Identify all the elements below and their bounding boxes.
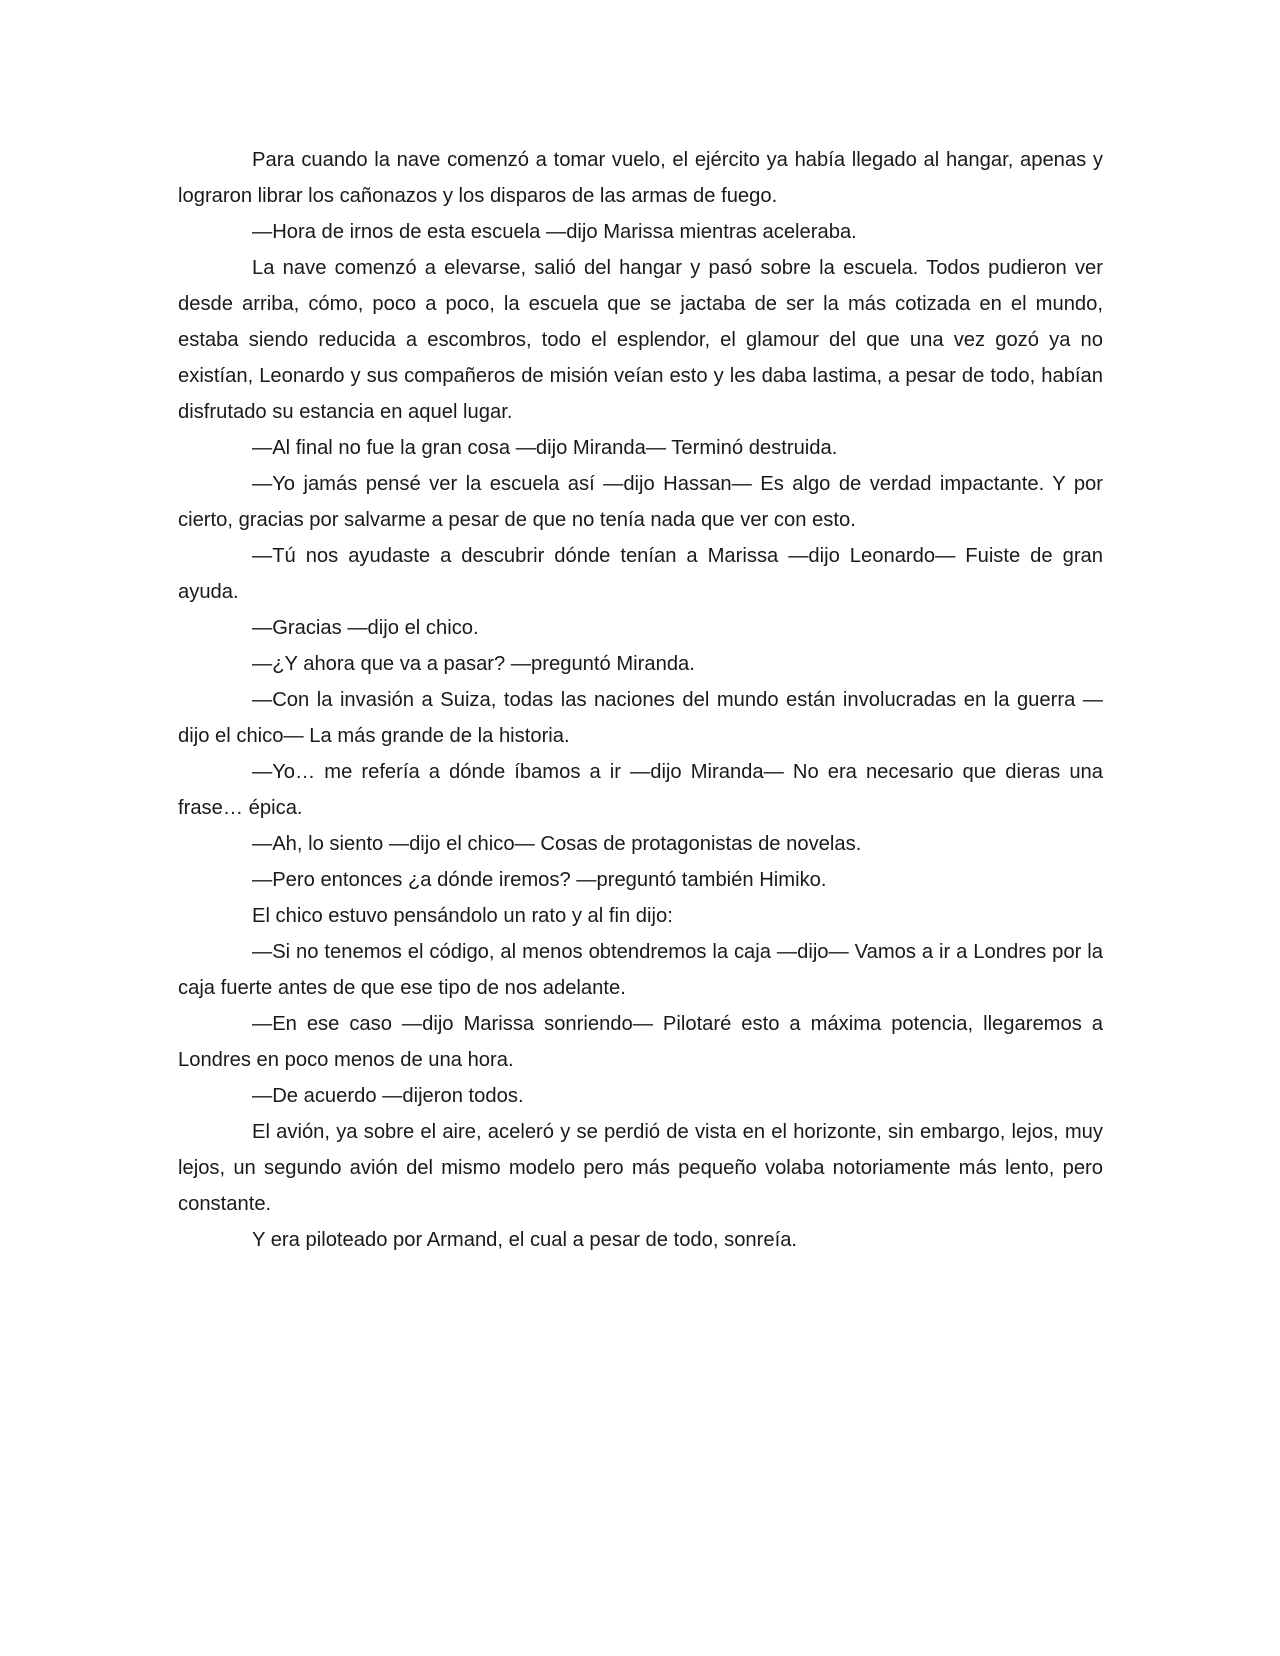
document-page (178, 142, 1103, 1258)
paragraph: —¿Y ahora que va a pasar? —preguntó Miranda. (252, 653, 695, 675)
paragraph: —Pero entonces ¿a dónde iremos? —preguntó también Himiko. (252, 869, 827, 891)
paragraph: —Gracias —dijo el chico. (252, 617, 479, 639)
paragraph: —En ese caso —dijo Marissa sonriendo— Pilotaré esto a máxima potencia, llegaremos a Londres en poco menos de una hora. (178, 1013, 1103, 1071)
paragraph: La nave comenzó a elevarse, salió del hangar y pasó sobre la escuela. Todos pudieron ver desde arriba, cómo, poco a poco, la escuela que se jactaba de ser la más cotizada en el mundo, estaba siendo reducida a escombros, todo el esplendor, el glamour del que una vez gozó ya no existían, Leonardo y sus compañeros de misión veían esto y les daba lastima, a pesar de todo, habían disfrutado su estancia en aquel lugar. (178, 257, 1103, 423)
paragraph: El avión, ya sobre el aire, aceleró y se perdió de vista en el horizonte, sin embargo, lejos, muy lejos, un segundo avión del mismo modelo pero más pequeño volaba notoriamente más lento, pero constante. (178, 1121, 1103, 1215)
paragraph: Para cuando la nave comenzó a tomar vuelo, el ejército ya había llegado al hangar, apenas y lograron librar los cañonazos y los disparos de las armas de fuego. (178, 149, 1103, 207)
paragraph: Y era piloteado por Armand, el cual a pesar de todo, sonreía. (252, 1229, 798, 1251)
paragraph: —Hora de irnos de esta escuela —dijo Marissa mientras aceleraba. (252, 221, 857, 243)
paragraph: —De acuerdo —dijeron todos. (252, 1085, 524, 1107)
paragraph: El chico estuvo pensándolo un rato y al fin dijo: (252, 905, 673, 927)
paragraph: —Al final no fue la gran cosa —dijo Miranda— Terminó destruida. (252, 437, 838, 459)
paragraph: —Yo… me refería a dónde íbamos a ir —dijo Miranda— No era necesario que dieras una frase… épica. (178, 761, 1103, 819)
paragraph: —Si no tenemos el código, al menos obtendremos la caja —dijo— Vamos a ir a Londres por la caja fuerte antes de que ese tipo de nos adelante. (178, 941, 1103, 999)
paragraph: —Ah, lo siento —dijo el chico— Cosas de protagonistas de novelas. (252, 833, 862, 855)
paragraph: —Yo jamás pensé ver la escuela así —dijo Hassan— Es algo de verdad impactante. Y por cierto, gracias por salvarme a pesar de que no tenía nada que ver con esto. (178, 473, 1103, 531)
paragraph: —Tú nos ayudaste a descubrir dónde tenían a Marissa —dijo Leonardo— Fuiste de gran ayuda. (178, 545, 1103, 603)
paragraph: —Con la invasión a Suiza, todas las naciones del mundo están involucradas en la guerra —dijo el chico— La más grande de la historia. (178, 689, 1103, 747)
